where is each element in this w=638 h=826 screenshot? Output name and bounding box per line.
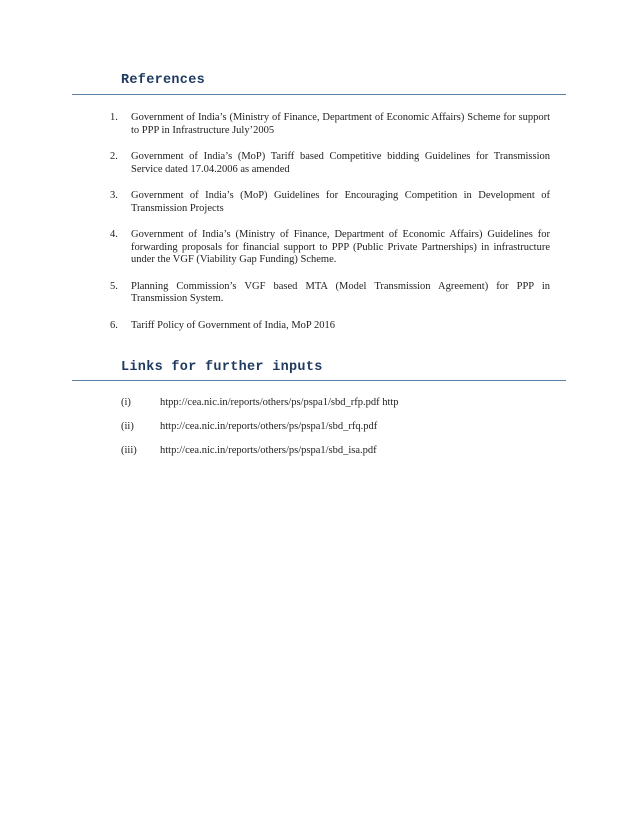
reference-item: [110, 320, 550, 333]
reference-text: Government of India’s (MoP) Tariff based Competitive bidding Guidelines for Transmission Service dated 17.04.2006 as amended: [131, 151, 550, 175]
reference-text: Government of India’s (Ministry of Finance, Department of Economic Affairs) Guidelines for forwarding proposals for financial support to PPP (Public Private Partnerships) in infrastructure under the VGF (Viability Gap Funding) Scheme.: [131, 229, 550, 265]
reference-item: [110, 229, 550, 267]
reference-item: [110, 112, 550, 137]
reference-item: [110, 151, 550, 176]
link-number: (i): [121, 397, 131, 408]
reference-text: Planning Commission’s VGF based MTA (Model Transmission Agreement) for PPP in Transmission System.: [131, 280, 550, 304]
reference-text: Government of India’s (MoP) Guidelines for Encouraging Competition in Development of Transmission Projects: [131, 190, 550, 214]
reference-number: 2.: [110, 151, 118, 162]
reference-number: 5.: [110, 280, 118, 292]
links-heading: Links for further inputs: [121, 360, 323, 375]
link-url[interactable]: http://cea.nic.in/reports/others/ps/pspa1/sbd_isa.pdf: [160, 445, 377, 456]
reference-number: 6.: [110, 319, 118, 331]
link-number: (ii): [121, 421, 134, 432]
link-url[interactable]: htpp://cea.nic.in/reports/others/ps/pspa1/sbd_rfp.pdf http: [160, 397, 399, 408]
reference-text: Government of India’s (Ministry of Finance, Department of Economic Affairs) Scheme for support to PPP in Infrastructure July’2005: [131, 112, 550, 136]
references-list: [110, 112, 550, 332]
reference-number: 1.: [110, 112, 118, 123]
link-url[interactable]: http://cea.nic.in/reports/others/ps/pspa1/sbd_rfq.pdf: [160, 421, 378, 432]
reference-number: 3.: [110, 190, 118, 201]
references-divider: [72, 94, 566, 95]
reference-number: 4.: [110, 229, 118, 240]
link-number: (iii): [121, 445, 137, 456]
reference-item: [110, 190, 550, 215]
references-heading: References: [121, 73, 206, 88]
reference-item: [110, 281, 550, 306]
links-divider: [72, 380, 566, 381]
reference-text: Tariff Policy of Government of India, MoP 2016: [131, 319, 335, 331]
